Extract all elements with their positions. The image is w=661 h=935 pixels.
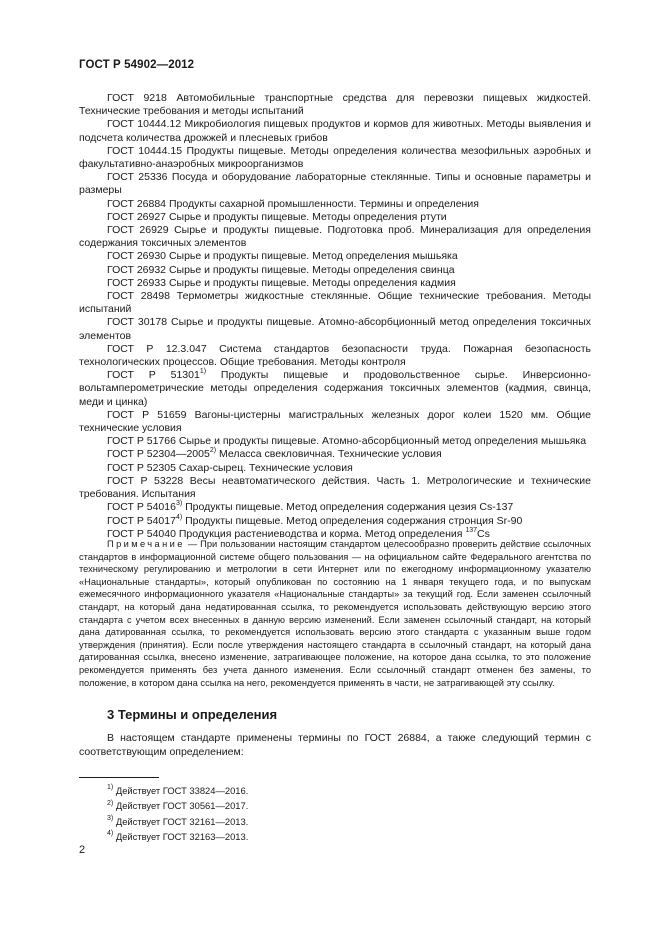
reference-item: ГОСТ 28498 Термометры жидкостные стеклянные. Общие технические требования. Методы испытаний [79,290,592,316]
reference-item: ГОСТ 26927 Сырье и продукты пищевые. Методы определения ртути [107,210,447,223]
reference-item: ГОСТ Р 54040 Продукция растениеводства и корма. Метод определения $^{137}$Cs [107,526,490,540]
reference-item: ГОСТ 26932 Сырье и продукты пищевые. Методы определения свинца [107,263,455,276]
reference-item: ГОСТ Р 52305 Сахар-сырец. Технические условия [107,461,353,474]
footnote-marker: 1) [199,368,207,376]
footnote: $^{3)}$ Действует ГОСТ 32161—2013. [107,814,249,827]
section-paragraph: В настоящем стандарте применены термины по ГОСТ 26884, а также следующий термин с соответствующим определением: [79,732,591,758]
footnote-marker: 4) [175,513,183,521]
note-text: — При пользовании настоящим стандартом целесообразно проверить действие ссылочных стандартов в информационной системе общего пользования — на официальном сайте Федерального агентства по техническому регулированию и метрологии в сети Интернет или по ежегодному информационному указателю «Национальные стандарты», который опубликован по состоянию на 1 января текущего года, и по выпускам ежемесячного информационного указателя «Национальные стандарты» за текущий год. Если заменен ссылочный стандарт, на который дана недатированная ссылка, то рекомендуется использовать действующую версию этого стандарта с учетом всех внесенных в данную версию изменений. Если заменен ссылочный стандарт, на который дана датированная ссылка, то рекомендуется использовать версию этого стандарта с указанным выше годом утверждения (принятия). Если после утверждения настоящего стандарта в ссылочный стандарт, на который дана датированная ссылка, внесено изменение, затрагивающее положение, на которое дана ссылка, то это положение рекомендуется применять без учета данного изменения. Если ссылочный стандарт отменен без замены, то положение, в котором дана ссылка на него, рекомендуется применять в части, не затрагивающей эту ссылку. [79,539,591,688]
section-title: 3 Термины и определения [107,707,278,722]
isotope-mass-number: 137 [465,526,478,534]
footnotes [107,783,248,844]
reference-item: ГОСТ Р 54016$^{3)}$ Продукты пищевые. Метод определения содержания цезия Cs-137 [107,500,514,514]
footnote: $^{1)}$ Действует ГОСТ 33824—2016. [107,784,249,796]
reference-item: ГОСТ Р 51659 Вагоны-цистерны магистральных железных дорог колеи 1520 мм. Общие технические условия [79,408,591,435]
reference-item: ГОСТ 26933 Сырье и продукты пищевые. Методы определения кадмия [107,276,456,289]
document-header: ГОСТ Р 54902—2012 [79,59,195,71]
footnote-marker: 2) [209,447,217,455]
reference-item: ГОСТ Р 51301$^{1)}$ Продукты пищевые и продовольственное сырье. Инверсионно-вольтамперометрические методы определения содержания токсичных элементов (кадмия, свинца, меди и цинка) [79,368,591,408]
reference-item: ГОСТ 9218 Автомобильные транспортные средства для перевозки пищевых жидкостей. Технические требования и методы испытаний [79,92,592,118]
reference-item: ГОСТ 10444.15 Продукты пищевые. Методы определения количества мезофильных аэробных и факультативно-анаэробных микроорганизмов [79,144,592,171]
page-number: 2 [79,844,86,856]
reference-item: ГОСТ 10444.12 Микробиология пищевых продуктов и кормов для животных. Методы выявления и подсчета количества дрожжей и плесневых грибов [79,118,591,144]
reference-item: ГОСТ Р 51766 Сырье и продукты пищевые. Атомно-абсорбционный метод определения мышьяка [107,435,587,448]
reference-item: ГОСТ 26884 Продукты сахарной промышленности. Термины и определения [107,197,479,210]
reference-item: ГОСТ Р 12.3.047 Система стандартов безопасности труда. Пожарная безопасность технологических процессов. Общие требования. Методы контроля [79,342,592,369]
reference-item: ГОСТ Р 53228 Весы неавтоматического действия. Часть 1. Метрологические и технические требования. Испытания [79,474,591,501]
footnote: $^{4)}$ Действует ГОСТ 32163—2013. [107,830,249,842]
footnote-marker: 3) [175,500,183,508]
reference-item: ГОСТ 26929 Сырье и продукты пищевые. Подготовка проб. Минерализация для определения содержания токсичных элементов [79,224,591,250]
references-note [79,538,591,689]
footnote: $^{2)}$ Действует ГОСТ 30561—2017. [107,799,249,812]
reference-item: ГОСТ Р 52304—2005$^{2)}$ Меласса свекловичная. Технические условия [107,447,442,461]
note-label: Примечание [107,539,185,549]
footnote-divider [79,777,159,778]
reference-item: ГОСТ 25336 Посуда и оборудование лабораторные стеклянные. Типы и основные параметры и размеры [79,171,591,197]
reference-item: ГОСТ 30178 Сырье и продукты пищевые. Атомно-абсорбционный метод определения токсичных элементов [79,316,591,342]
reference-item: ГОСТ 26930 Сырье и продукты пищевые. Метод определения мышьяка [107,250,458,263]
normative-references-list [79,92,591,541]
reference-item: ГОСТ Р 54017$^{4)}$ Продукты пищевые. Метод определения содержания стронция Sr-90 [107,513,523,527]
